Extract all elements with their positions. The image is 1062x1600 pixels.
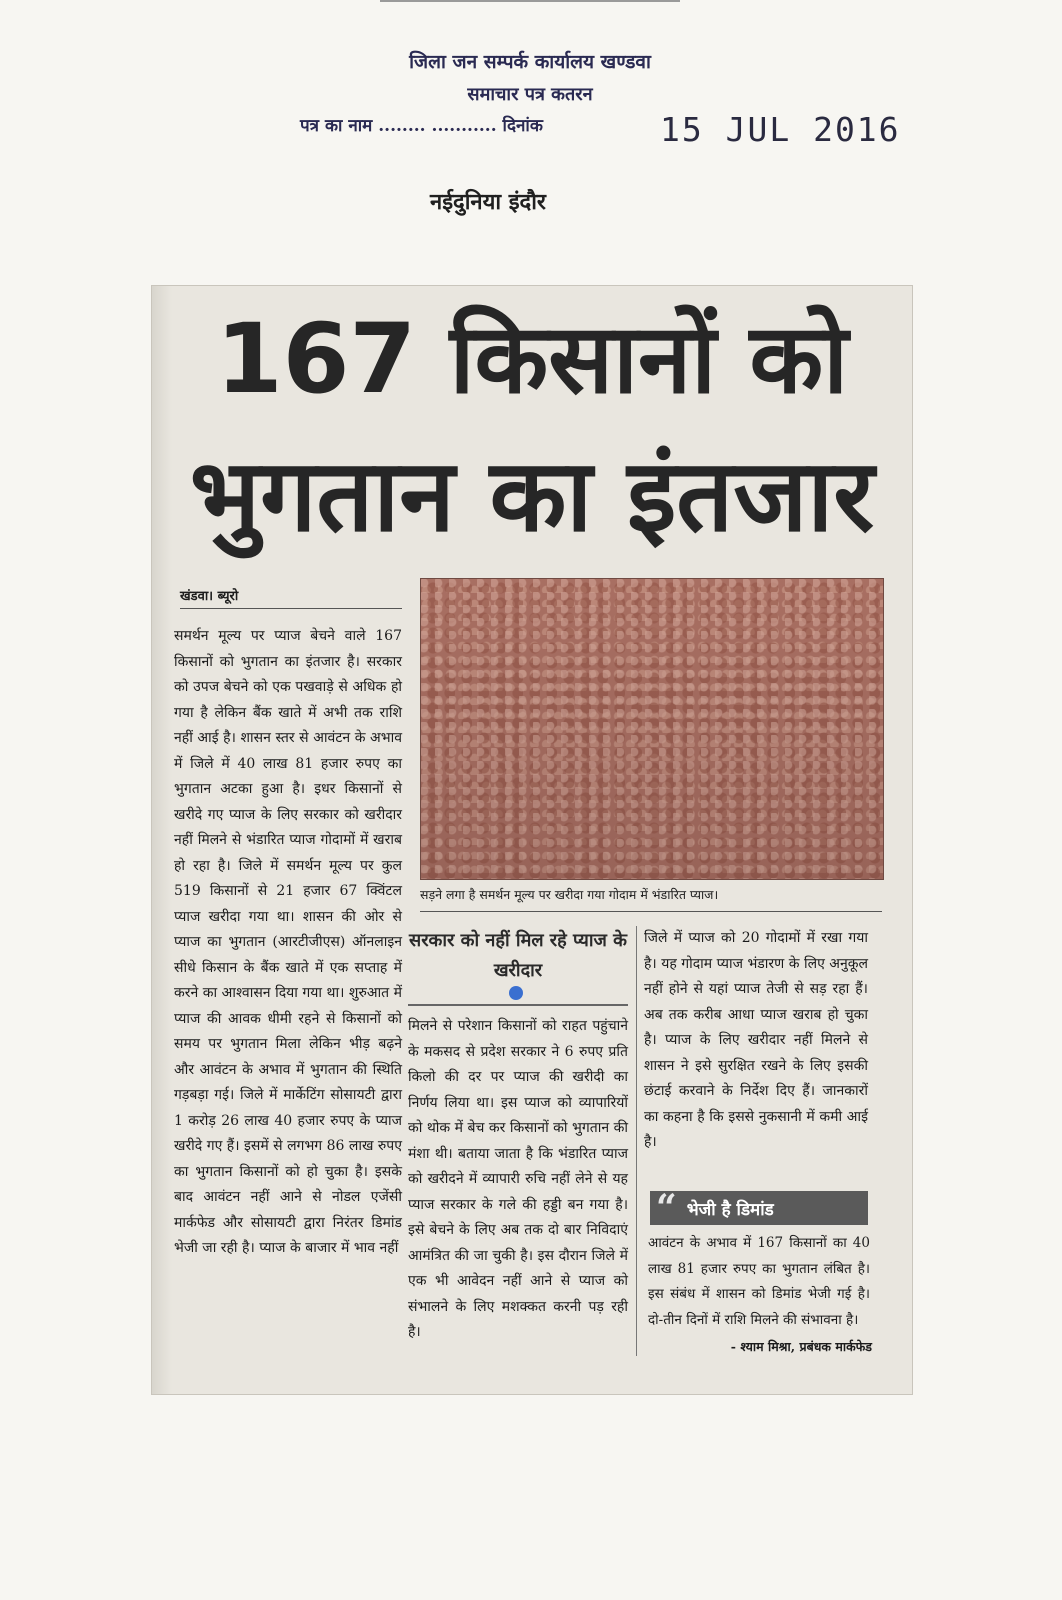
article-column-3: जिले में प्याज को 20 गोदामों में रखा गया है। यह गोदाम प्याज भंडारण के लिए अनुकूल नहीं होने से यहां प्याज तेजी से सड़ रहा हैं। अब तक करीब आधा प्याज खराब हो चुका है। प्याज के लिए खरीदार नहीं मिलने से शासन ने इसे सुरक्षित रखने के लिए इसकी छंटाई करवाने के निर्देश दिए हैं। जानकारों का कहना है कि इससे नुकसानी में कमी आई है। [644,930,868,1150]
photo-caption: सड़ने लगा है समर्थन मूल्य पर खरीदा गया गोदाम में भंडारित प्याज। [420,886,882,912]
article-column-1: समर्थन मूल्य पर प्याज बेचने वाले 167 किसानों को भुगतान का इंतजार है। सरकार को उपज बेचने को एक पखवाड़े से अधिक हो गया है लेकिन बैंक खाते में अभी तक राशि नहीं आई है। शासन स्तर से आवंटन के अभाव में जिले में 40 लाख 81 हजार रुपए का भुगतान अटका हुआ है। इधर किसानों से खरीदे गए प्याज के लिए सरकार को खरीदार नहीं मिलने से भंडारित प्याज गोदामों में खराब हो रहा है। जिले में समर्थन मूल्य पर कुल 519 किसानों से 21 हजार 67 क्विंटल प्याज खरीदा गया था। शासन की ओर से प्याज का भुगतान (आरटीजीएस) ऑनलाइन सीधे किसान के बैंक खाते में एक सप्ताह में करने का आश्वासन दिया गया था। शुरुआत में प्याज की आवक धीमी रहने से किसानों को समय पर भुगतान मिला लेकिन भीड़ बढ़ने और आवंटन के अभाव में भुगतान की स्थिति गड़बड़ा गई। जिले में मार्केटिंग सोसायटी द्वारा 1 करोड़ 26 लाख 40 हजार रुपए के प्याज खरीदे गए हैं। इसमें से लगभग 86 लाख रुपए का भुगतान किसानों को हो चुका है। इसके बाद आवंटन नहीं आने से नोडल एजेंसी मार्कफेड और सोसायटी द्वारा निरंतर डिमांड भेजी जा रही है। प्याज के बाजार में भाव नहीं [174,628,402,1256]
quote-heading: भेजी है डिमांड [686,1199,774,1220]
headline-line-1: 167 किसानों को [215,303,849,415]
quote-text: आवंटन के अभाव में 167 किसानों का 40 लाख 81 हजार रुपए का भुगतान लंबित है। इस संबंध में शासन को डिमांड भेजी गई है। दो-तीन दिनों में राशि मिलने की संभावना है। [648,1235,870,1328]
stamp-title: समाचार पत्र कतरन [467,84,593,105]
quote-icon: “ [656,1187,677,1229]
dateline: खंडवा। ब्यूरो [180,586,402,609]
stamp-office: जिला जन सम्पर्क कार्यालय खण्डवा [409,51,651,73]
subheading-dot [509,986,523,1000]
column-rule [636,926,637,1356]
onion-photo [420,578,884,880]
stamp-paper-label: पत्र का नाम ........ ........... दिनांक [300,116,543,136]
subheading: सरकार को नहीं मिल रहे प्याज के खरीदार [408,926,628,1006]
newspaper-source: नईदुनिया इंदौर [430,189,546,215]
article-column-2: मिलने से परेशान किसानों को राहत पहुंचाने के मकसद से प्रदेश सरकार ने 6 रुपए प्रति किलो की दर पर प्याज की खरीदी का निर्णय लिया था। इस प्याज को व्यापारियों को थोक में बेच कर किसानों को भुगतान की मंशा थी। बताया जाता है कि भंडारित प्याज को खरीदने में व्यापारी रुचि नहीं लेने से यह प्याज सरकार के गले की हड्डी बन गया है। इसे बेचने के लिए अब तक दो बार निविदाएं आमंत्रित की जा चुकी है। इस दौरान जिले में एक भी आवेदन नहीं आने से प्याज को संभालने के लिए मशक्कत करनी पड़ रही है। [408,1018,628,1340]
headline-line-2: भुगतान का इंतजार [189,437,875,554]
scan-edge [380,0,680,2]
photo-shade [421,579,883,879]
quote-heading-box [650,1187,868,1229]
news-clipping [152,286,912,1394]
stamp-date: 15 JUL 2016 [660,110,901,149]
clip-edge [152,286,172,1394]
quote-author: - श्याम मिश्रा, प्रबंधक मार्कफेड [730,1339,872,1354]
